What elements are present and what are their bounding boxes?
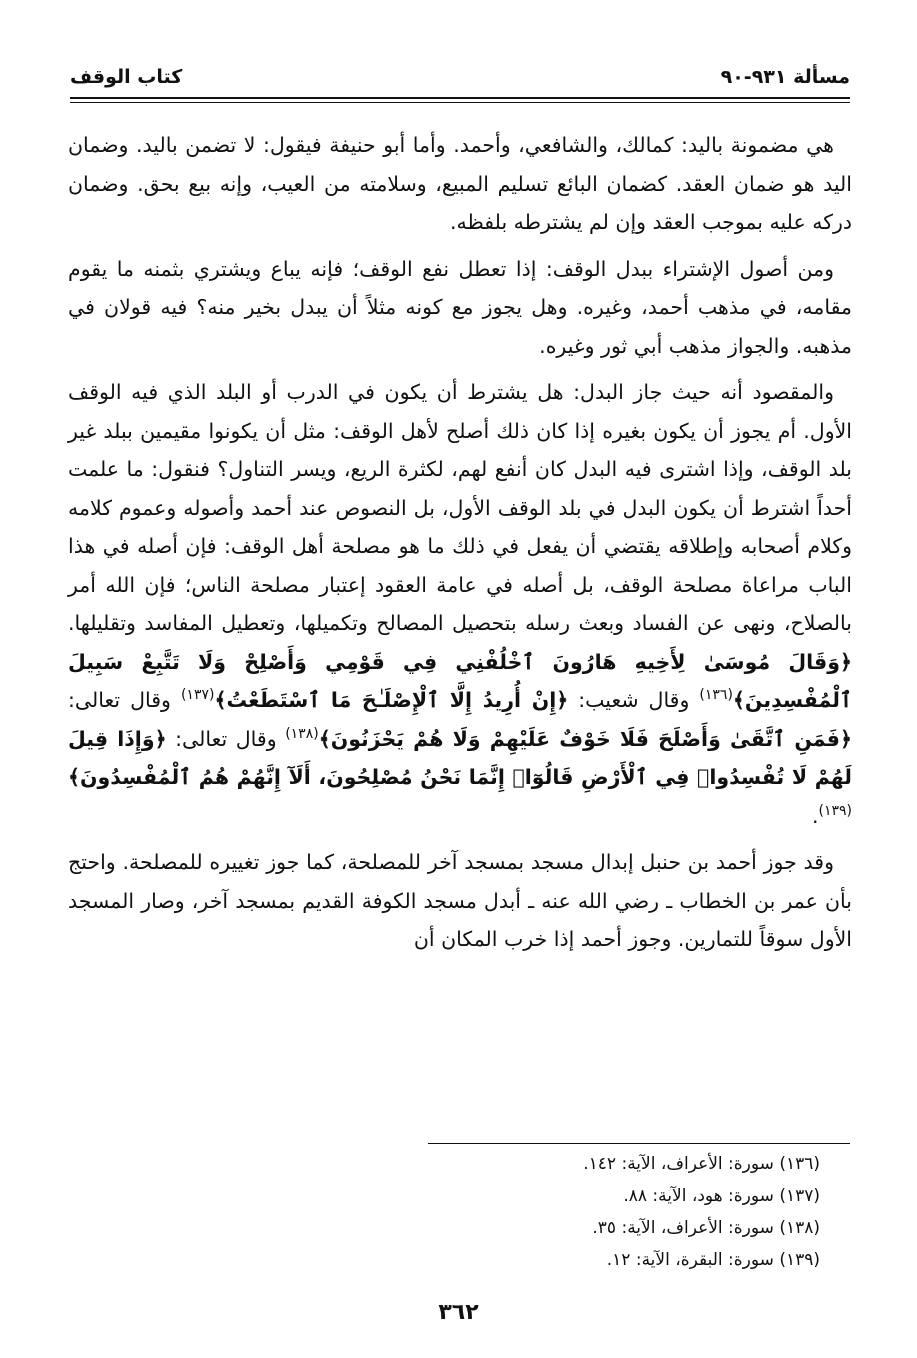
main-text bbox=[68, 126, 852, 967]
running-header bbox=[70, 60, 850, 94]
header-rule-thin bbox=[70, 102, 850, 103]
footnote-136: (١٣٦) سورة: الأعراف، الآية: ١٤٢. bbox=[583, 1154, 820, 1174]
footnote-ref-136: (١٣٦) bbox=[699, 687, 733, 704]
page-number: ٣٦٢ bbox=[438, 1300, 479, 1325]
verse-link-1: وقال شعيب: bbox=[568, 688, 700, 712]
footnotes bbox=[68, 1148, 852, 1276]
quran-verse-1: ﴿وَقَالَ مُوسَىٰ لِأَخِيهِ هَارُونَ ٱخْلُفْنِي فِي قَوْمِي وَأَصْلِحْ وَلَا تَتَّبِعْ سَبِيلَ ٱلْمُفْسِدِينَ﴾ bbox=[68, 649, 852, 712]
paragraph-2: ومن أصول الإشتراء ببدل الوقف: إذا تعطل نفع الوقف؛ فإنه يباع ويشتري بثمنه ما يقوم مقامه، في مذهب أحمد، وغيره. وهل يجوز مع كونه مثلاً أن يبدل بخير منه؟ فيه قولان في مذهبه. والجواز مذهب أبي ثور وغيره. bbox=[68, 256, 852, 358]
issue-range: مسألة ٩٣١-٩٠ bbox=[720, 66, 850, 88]
footnote-ref-139: (١٣٩) bbox=[818, 802, 852, 819]
paragraph-3-text: والمقصود أنه حيث جاز البدل: هل يشترط أن يكون في الدرب أو البلد الذي فيه الوقف الأول. أم يجوز أن يكون بغيره إذا كان ذلك أصلح لأهل الوقف: مثل أن يكونوا مقيمين ببلد غير بلد الوقف، وإذا اشترى فيه البدل كان أنفع لهم، لكثرة الريع، ويسر التناول؟ فنقول: ما علمت أحداً اشترط أن يكون البدل في بلد الوقف الأول، بل النصوص عند أحمد وأصوله وعموم كلامه وكلام أصحابه وإطلاقه يقتضي أن يفعل في ذلك ما هو مصلحة أهل الوقف: فإن أصله في هذا الباب مراعاة مصلحة الوقف، بل أصله في عامة العقود إعتبار مصلحة الناس؛ فإن الله أمر بالصلاح، ونهى عن الفساد وبعث رسله بتحصيل المصالح وتكميلها، وتعطيل المفاسد وتقليلها. bbox=[68, 380, 852, 635]
footnote-137: (١٣٧) سورة: هود، الآية: ٨٨. bbox=[623, 1186, 820, 1206]
footnote-separator bbox=[428, 1143, 850, 1144]
verse-link-2: وقال تعالى: bbox=[68, 688, 181, 712]
paragraph-3 bbox=[68, 373, 852, 835]
verse-link-3: وقال تعالى: bbox=[166, 726, 286, 751]
footnote-ref-138: (١٣٨) bbox=[285, 725, 319, 742]
paragraph-1: هي مضمونة باليد: كمالك، والشافعي، وأحمد. وأما أبو حنيفة فيقول: لا تضمن باليد. وضمان اليد هو ضمان العقد. كضمان البائع تسليم المبيع، وسلامته من العيب، وإنه بيع بحق. وضمان دركه عليه بموجب العقد وإن لم يشترطه بلفظه. bbox=[68, 133, 852, 234]
quran-verse-3: ﴿فَمَنِ ٱتَّقَىٰ وَأَصْلَحَ فَلَا خَوْفٌ عَلَيْهِمْ وَلَا هُمْ يَحْزَنُونَ﴾ bbox=[318, 726, 852, 751]
header-rule-thick bbox=[70, 97, 850, 99]
chapter-title: كتاب الوقف bbox=[70, 66, 183, 88]
verse-end: . bbox=[811, 803, 819, 828]
footnote-ref-137: (١٣٧) bbox=[180, 687, 215, 704]
quran-verse-2: ﴿إِنْ أُرِيدُ إِلَّا ٱلْإِصْلَـٰحَ مَا ٱسْتَطَعْتُ﴾ bbox=[214, 688, 569, 712]
footnote-139: (١٣٩) سورة: البقرة، الآية: ١٢. bbox=[606, 1250, 820, 1270]
paragraph-5: وقد جوز أحمد بن حنبل إبدال مسجد بمسجد آخر للمصلحة، كما جوز تغييره للمصلحة. واحتج بأن عمر بن الخطاب ـ رضي الله عنه ـ أبدل مسجد الكوفة القديم بمسجد آخر، وصار المسجد الأول سوقاً للتمارين. وجوز أحمد إذا خرب المكان أن bbox=[68, 850, 852, 951]
footnote-138: (١٣٨) سورة: الأعراف، الآية: ٣٥. bbox=[592, 1218, 820, 1238]
quran-verse-4: ﴿وَإِذَا قِيلَ لَهُمْ لَا تُفْسِدُوا۟ فِي ٱلْأَرْضِ قَالُوٓا۟ إِنَّمَا نَحْنُ مُصْلِحُونَ، أَلَآ إِنَّهُمْ هُمُ ٱلْمُفْسِدُونَ﴾ bbox=[68, 726, 852, 789]
